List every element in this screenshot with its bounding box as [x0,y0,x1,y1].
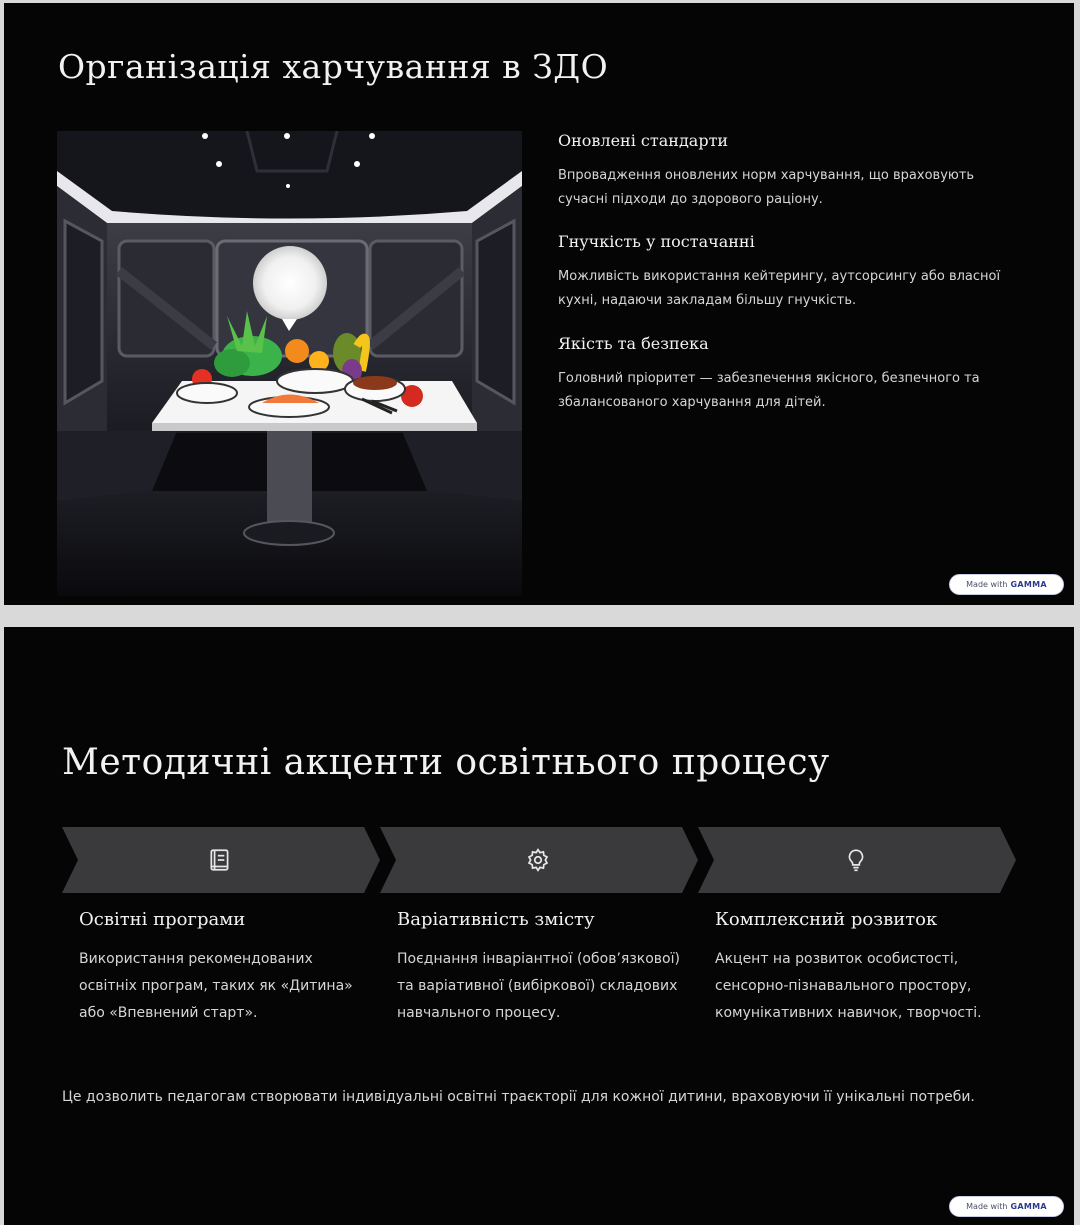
feature-quality-safety [558,334,1018,415]
step-chevron-variability [380,827,700,893]
slide-title: Методичні акценти освітнього процесу [62,742,830,783]
step-heading: Варіативність змісту [397,909,595,930]
step-text: Поєднання інваріантної (обов’язкової) та варіативної (вибіркової) складових навчального процесу. [397,951,680,1021]
made-with-gamma-badge[interactable] [949,1196,1064,1217]
feature-text: Головний пріоритет — забезпечення якісного, безпечного та збалансованого харчування для дітей. [558,371,980,410]
slide-methodical-accents [4,627,1074,1225]
gamma-logo: GAMMA [1010,1202,1047,1211]
feature-updated-standards [558,131,1018,212]
dining-room-illustration [57,131,522,596]
step-chevron-programs [62,827,382,893]
step-text: Використання рекомендованих освітніх програм, таких як «Дитина» або «Впевнений старт». [79,951,353,1021]
step-programs [79,909,369,1027]
feature-heading: Гнучкість у постачанні [558,232,755,251]
book-icon [207,847,233,873]
feature-text: Впровадження оновлених норм харчування, що враховують сучасні підходи до здорового раціону. [558,168,975,207]
gamma-logo: GAMMA [1010,580,1047,589]
step-text: Акцент на розвиток особистості, сенсорно-пізнавального простору, комунікативних навичок, творчості. [715,951,982,1021]
lightbulb-icon [843,847,869,873]
badge-prefix: Made with [966,580,1008,589]
made-with-gamma-badge[interactable] [949,574,1064,595]
step-heading: Комплексний розвиток [715,909,938,930]
step-development [715,909,1005,1027]
slide-food-organization [4,3,1074,605]
badge-prefix: Made with [966,1202,1008,1211]
feature-heading: Оновлені стандарти [558,131,729,150]
feature-heading: Якість та безпека [558,334,709,353]
feature-text: Можливість використання кейтерингу, аутсорсингу або власної кухні, надаючи закладам більшу гнучкість. [558,269,1001,308]
step-heading: Освітні програми [79,909,246,930]
feature-flexible-supply [558,232,1018,313]
step-chevron-development [698,827,1018,893]
summary-text: Це дозволить педагогам створювати індивідуальні освітні траєкторії для кожної дитини, враховуючи її унікальні потреби. [62,1089,975,1105]
gear-icon [525,847,551,873]
slide-title: Організація харчування в ЗДО [58,47,609,86]
step-variability [397,909,687,1027]
